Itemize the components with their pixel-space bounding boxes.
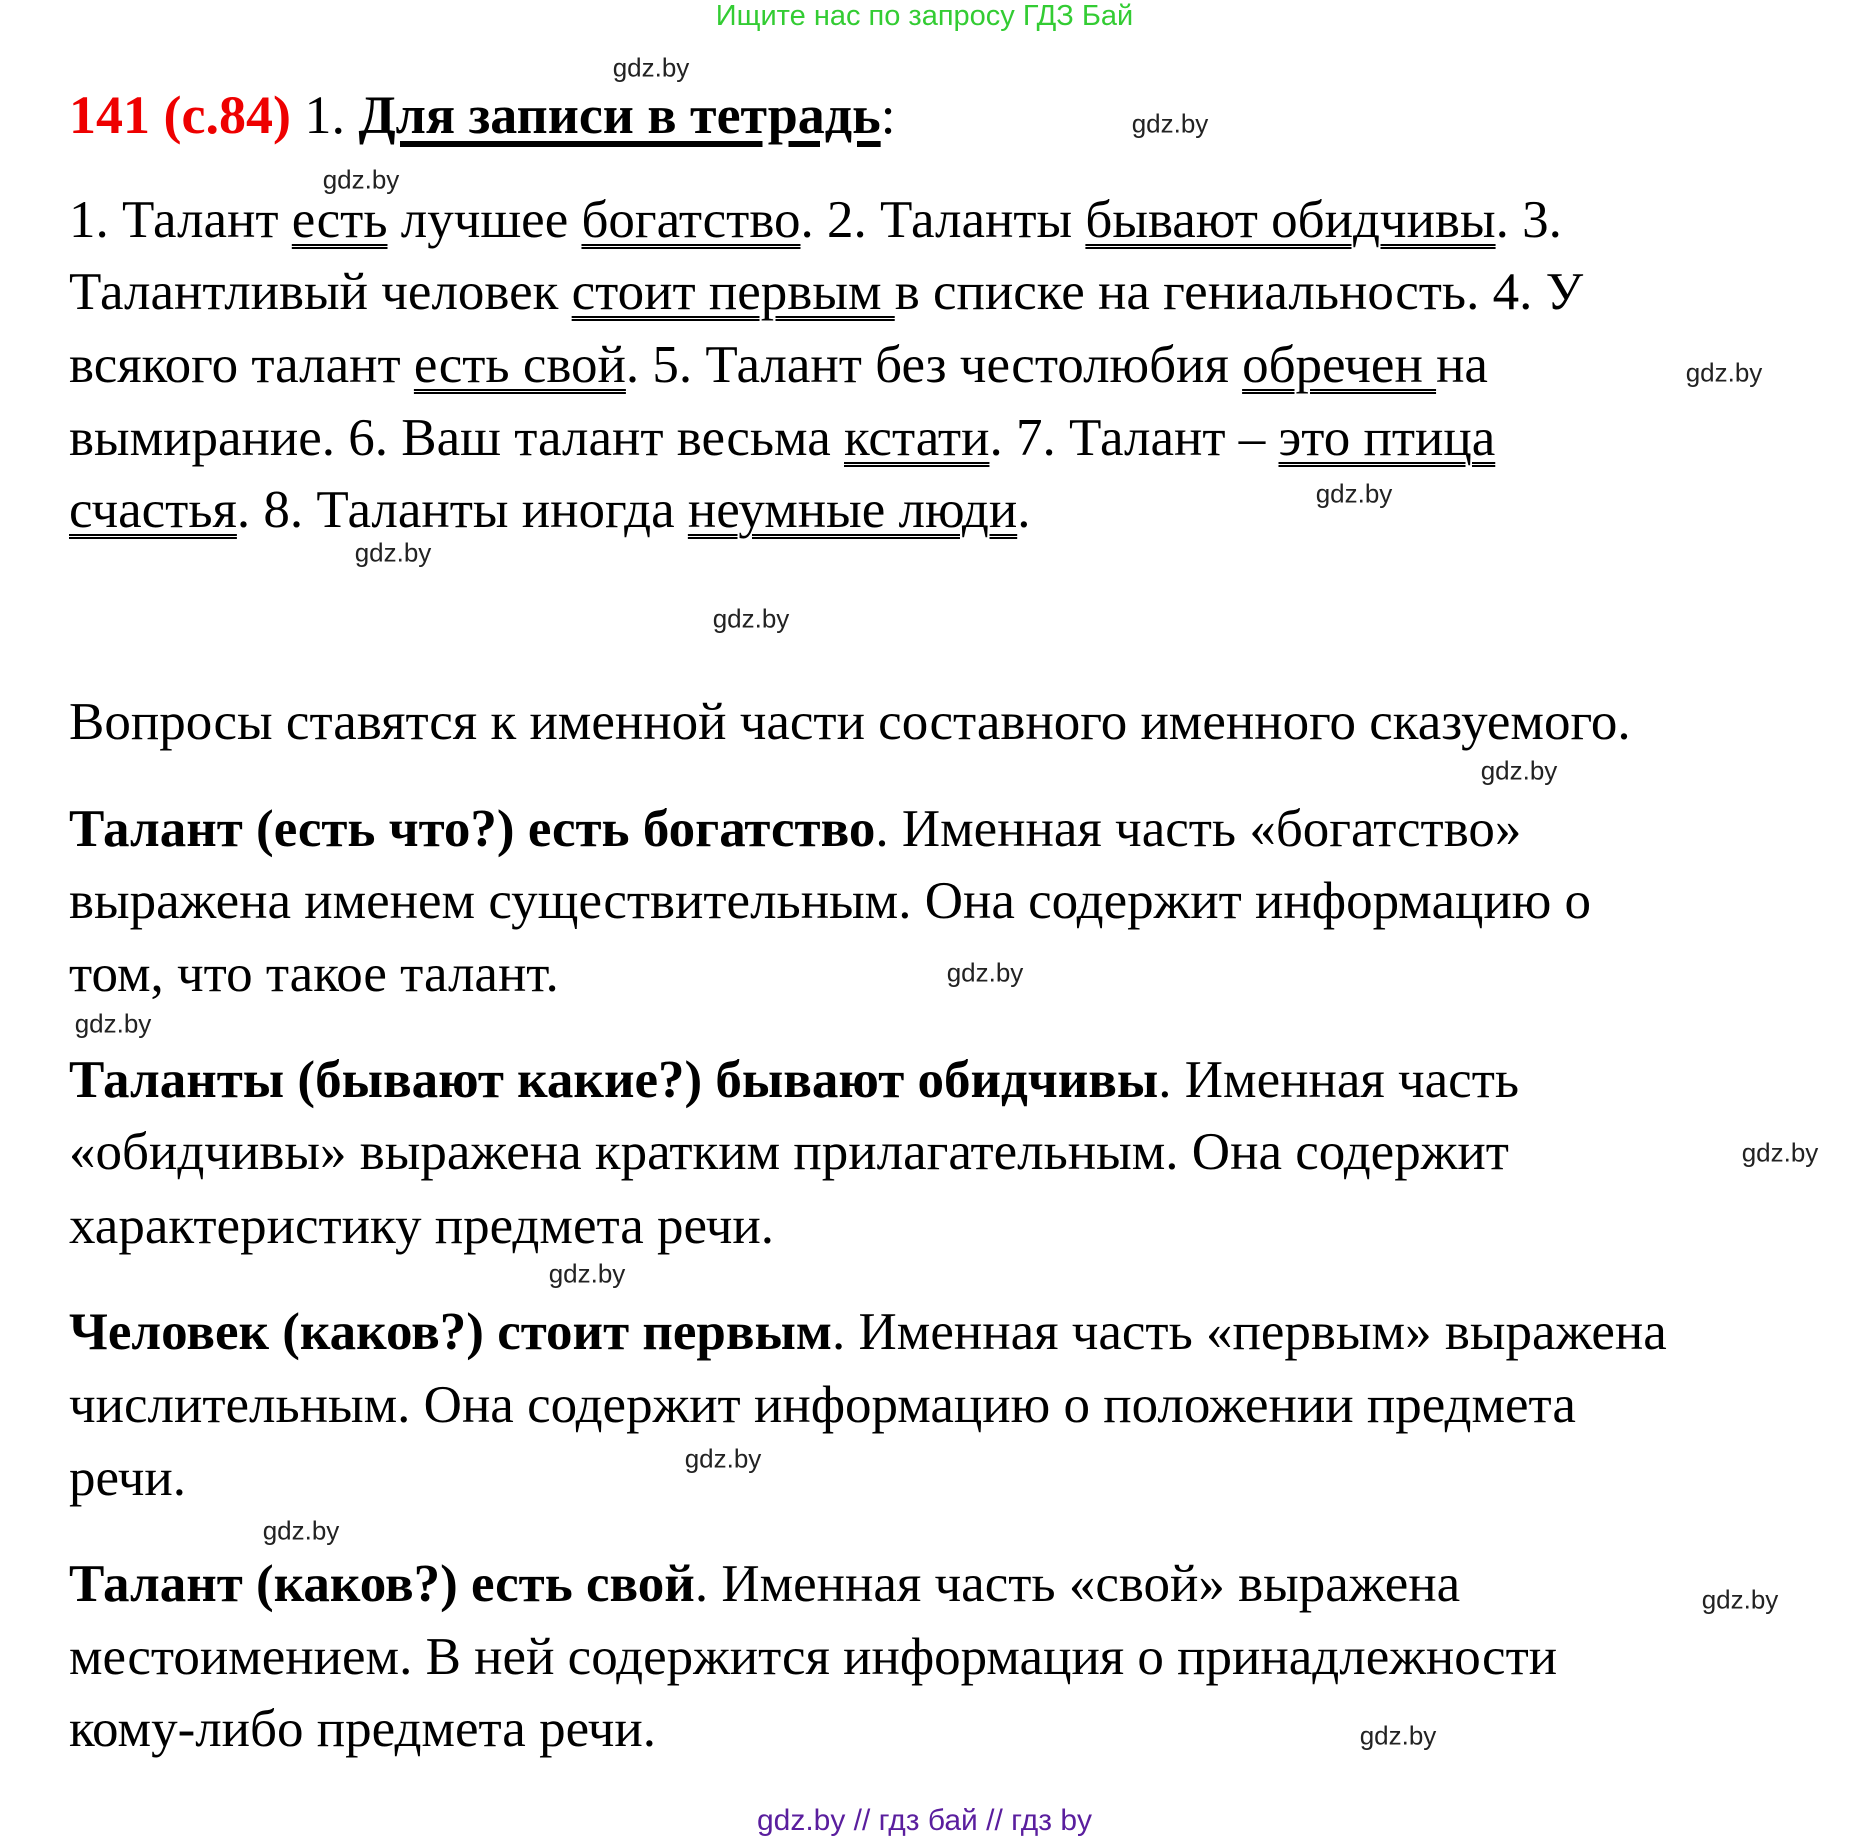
- watermark: gdz.by: [946, 957, 1024, 988]
- footer-links: gdz.by // гдз бай // гдз by: [756, 1804, 1093, 1837]
- text-segment: . 3.: [1495, 191, 1562, 249]
- text-line: [69, 256, 1583, 329]
- underlined-predicate: есть свой: [413, 336, 626, 394]
- watermark: gdz.by: [548, 1258, 626, 1289]
- text-segment: на: [1436, 336, 1488, 394]
- text-segment: числительным. Она содержит информацию о положении предмета: [69, 1376, 1576, 1434]
- watermark: gdz.by: [1480, 755, 1558, 786]
- exercise-number: 141 (с.84): [69, 85, 291, 145]
- watermark: gdz.by: [262, 1515, 340, 1546]
- text-segment: всякого талант: [69, 336, 414, 394]
- text-segment: . 2. Таланты: [800, 191, 1086, 249]
- text-segment: «обидчивы» выражена кратким прилагательным. Она содержит: [69, 1123, 1509, 1181]
- text-line: [69, 329, 1488, 402]
- underlined-predicate: счастья: [69, 481, 237, 539]
- text-segment: Вопросы ставятся к именной части составного именного сказуемого.: [69, 693, 1631, 751]
- watermark: gdz.by: [612, 52, 690, 83]
- text-segment: выражена именем существительным. Она содержит информацию о: [69, 872, 1592, 930]
- watermark: gdz.by: [1315, 478, 1393, 509]
- text-segment: . Именная часть «первым» выражена: [832, 1303, 1667, 1361]
- underlined-predicate: богатство: [581, 191, 801, 249]
- text-line: [69, 474, 1030, 547]
- watermark: gdz.by: [1359, 1720, 1437, 1751]
- underlined-predicate: стоит первым: [571, 263, 895, 321]
- text-segment: . 8. Таланты иногда: [236, 481, 688, 539]
- text-line: [69, 1044, 1519, 1117]
- bold-phrase: Таланты (бывают какие?) бывают обидчивы: [69, 1051, 1159, 1109]
- watermark: gdz.by: [1131, 108, 1209, 139]
- watermark: gdz.by: [712, 603, 790, 634]
- header-title: Для записи в тетрадь: [358, 85, 881, 145]
- top-banner: Ищите нас по запросу ГДЗ Бай: [715, 0, 1134, 32]
- bold-phrase: Человек (каков?) стоит первым: [69, 1303, 833, 1361]
- text-segment: . Именная часть «богатство»: [875, 800, 1522, 858]
- underlined-predicate: неумные люди: [687, 481, 1018, 539]
- item-number: 1.: [290, 85, 359, 145]
- underlined-predicate: есть: [291, 191, 388, 249]
- header-colon: :: [880, 85, 896, 145]
- watermark: gdz.by: [322, 164, 400, 195]
- watermark: gdz.by: [354, 537, 432, 568]
- text-segment: вымирание. 6. Ваш талант весьма: [69, 409, 844, 467]
- text-line: [69, 1693, 656, 1766]
- watermark: gdz.by: [1685, 357, 1763, 388]
- exercise-header: [69, 80, 896, 150]
- text-line: [69, 1548, 1460, 1621]
- text-line: [69, 1369, 1576, 1442]
- text-segment: лучшее: [387, 191, 582, 249]
- underlined-predicate: бывают обидчивы: [1085, 191, 1496, 249]
- text-segment: речи.: [69, 1449, 186, 1507]
- underlined-predicate: кстати: [844, 409, 990, 467]
- text-line: [69, 865, 1591, 938]
- text-line: [69, 402, 1495, 475]
- text-line: [69, 1190, 774, 1263]
- text-segment: в списке на гениальность. 4. У: [894, 263, 1584, 321]
- text-line: [69, 938, 559, 1011]
- text-segment: .: [1017, 481, 1031, 539]
- text-segment: местоимением. В ней содержится информация о принадлежности: [69, 1628, 1558, 1686]
- bold-phrase: Талант (есть что?) есть богатство: [69, 800, 876, 858]
- text-segment: кому-либо предмета речи.: [69, 1700, 657, 1758]
- text-segment: . 5. Талант без честолюбия: [625, 336, 1243, 394]
- text-segment: том, что такое талант.: [69, 945, 559, 1003]
- text-segment: . Именная часть «свой» выражена: [694, 1555, 1461, 1613]
- text-line: [69, 1116, 1509, 1189]
- text-line: [69, 793, 1521, 866]
- watermark: gdz.by: [684, 1443, 762, 1474]
- text-segment: . Именная часть: [1158, 1051, 1520, 1109]
- text-line: [69, 1442, 186, 1515]
- text-line: [69, 686, 1631, 759]
- bold-phrase: Талант (каков?) есть свой: [69, 1555, 695, 1613]
- watermark: gdz.by: [1741, 1137, 1819, 1168]
- underlined-predicate: обречен: [1242, 336, 1437, 394]
- watermark: gdz.by: [74, 1008, 152, 1039]
- text-segment: 1. Талант: [69, 191, 292, 249]
- text-line: [69, 184, 1562, 257]
- text-line: [69, 1296, 1667, 1369]
- text-segment: . 7. Талант –: [989, 409, 1279, 467]
- text-segment: Талантливый человек: [69, 263, 572, 321]
- watermark: gdz.by: [1701, 1584, 1779, 1615]
- text-segment: характеристику предмета речи.: [69, 1197, 775, 1255]
- underlined-predicate: это птица: [1278, 409, 1496, 467]
- text-line: [69, 1621, 1557, 1694]
